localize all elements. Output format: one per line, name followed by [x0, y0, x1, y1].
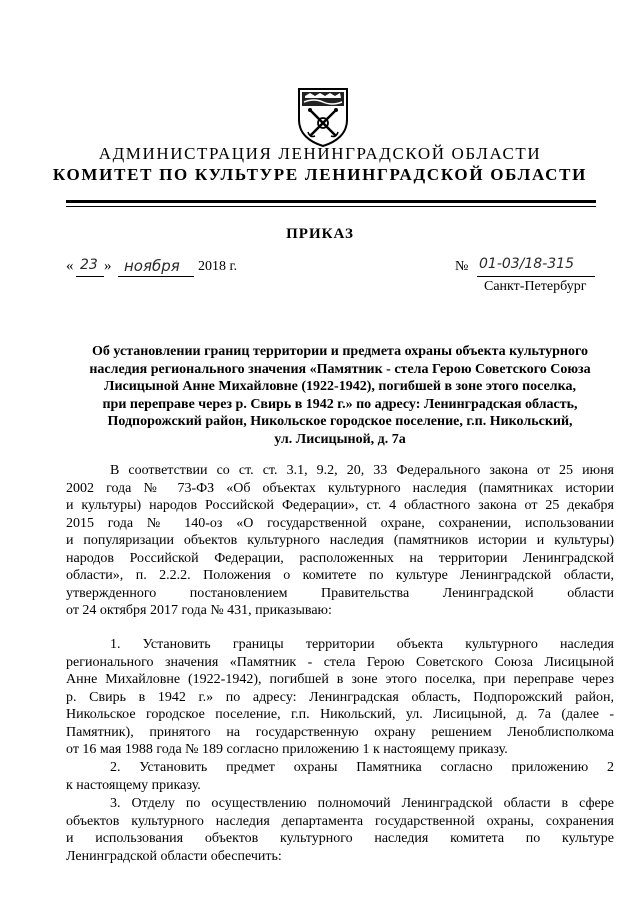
date-month-handwritten: ноября — [124, 257, 180, 275]
text-line: Памятник), принятого на государственную охрану решением Леноблисполкома — [66, 724, 614, 740]
text-line: и использования объектов культурного наследия комитета по культуре — [66, 831, 614, 846]
committee-name: КОМИТЕТ ПО КУЛЬТУРЕ ЛЕНИНГРАДСКОЙ ОБЛАСТИ — [52, 165, 588, 184]
text-line: от 24 октября 2017 года № 431, приказываю: — [66, 603, 332, 618]
text-line: к настоящему приказу. — [66, 777, 201, 793]
number-sign: № — [455, 259, 469, 274]
subject-line: Об установлении границ территории и предмета охраны объекта культурного — [92, 344, 588, 359]
organization-name: АДМИНИСТРАЦИЯ ЛЕНИНГРАДСКОЙ ОБЛАСТИ — [98, 144, 542, 163]
subject-line: при переправе через р. Свирь в 1942 г.» по адресу: Ленинградская область, — [102, 396, 578, 412]
text-line: и культуры) народов Российской Федерации», ст. 4 областного закона от 25 декабря — [66, 498, 614, 513]
date-month-underline — [118, 276, 194, 277]
text-line: 2. Установить предмет охраны Памятника согласно приложению 2 — [110, 760, 614, 775]
text-line: Анне Михайловне (1922-1942), погибшей в зоне этого поселка, при переправе через — [66, 672, 614, 687]
text-line: В соответствии со ст. ст. 3.1, 9.2, 20, 33 Федерального закона от 25 июня — [110, 463, 614, 478]
text-line: регионального значения «Памятник - стела Герою Советского Союза Лисицыной — [66, 654, 614, 670]
text-line: 2015 года № 140-оз «О государственной охране, сохранении, использовании — [66, 515, 614, 531]
date-quote-open: « — [66, 258, 74, 274]
date-day-underline — [76, 276, 104, 277]
text-line: народов Российской Федерации, расположенных на территории Ленинградской — [66, 550, 614, 566]
text-line: 3. Отделу по осуществлению полномочий Ленинградской области в сфере — [110, 796, 614, 811]
date-quote-close: » — [104, 258, 112, 274]
text-line: от 16 мая 1988 года № 189 согласно приложению 1 к настоящему приказу. — [66, 742, 508, 757]
text-line: Никольское городское поселение, г.п. Никольский, ул. Лисицыной, д. 7а (далее - — [66, 707, 614, 722]
number-underline — [477, 276, 595, 277]
text-line: и популяризации объектов культурного наследия (памятников истории и культуры) — [66, 533, 614, 548]
coat-of-arms-emblem — [296, 86, 350, 148]
place-of-issue: Санкт-Петербург — [484, 279, 587, 294]
text-line: 2002 года № 73-ФЗ «Об объектах культурного наследия (памятниках истории — [66, 480, 614, 496]
order-number-handwritten: 01-03/18-315 — [479, 256, 574, 272]
order-item-3 — [66, 795, 614, 865]
header-divider-thick — [66, 200, 596, 203]
text-line: р. Свирь в 1942 г.» по адресу: Ленинградская область, Подпорожский район, — [66, 689, 614, 705]
text-line: утвержденного постановлением Правительства Ленинградской области — [66, 585, 614, 601]
order-item-2 — [66, 759, 614, 794]
order-date — [66, 256, 256, 278]
order-item-1 — [66, 636, 614, 759]
text-line: области», п. 2.2.2. Положения о комитете по культуре Ленинградской области, — [66, 568, 614, 583]
order-subject — [66, 343, 614, 448]
subject-line: ул. Лисицыной, д. 7а — [274, 431, 406, 447]
date-day-handwritten: 23 — [80, 257, 98, 273]
document-title: ПРИКАЗ — [286, 226, 354, 242]
header-divider-thin — [66, 206, 596, 207]
subject-line: Подпорожский район, Никольское городское поселение, г.п. Никольский, — [107, 414, 573, 429]
text-line: объектов культурного наследия департамента государственной охраны, сохранения — [66, 813, 614, 829]
text-line: Ленинградской области обеспечить: — [66, 848, 282, 864]
text-line: 1. Установить границы территории объекта культурного наследия — [110, 637, 614, 652]
date-year: 2018 г. — [198, 259, 238, 274]
order-number — [447, 256, 597, 278]
preamble-paragraph — [66, 462, 614, 620]
subject-line: наследия регионального значения «Памятник - стела Герою Советского Союза — [89, 361, 591, 377]
subject-line: Лисицыной Анне Михайловне (1922-1942), погибшей в зоне этого поселка, — [104, 379, 576, 394]
